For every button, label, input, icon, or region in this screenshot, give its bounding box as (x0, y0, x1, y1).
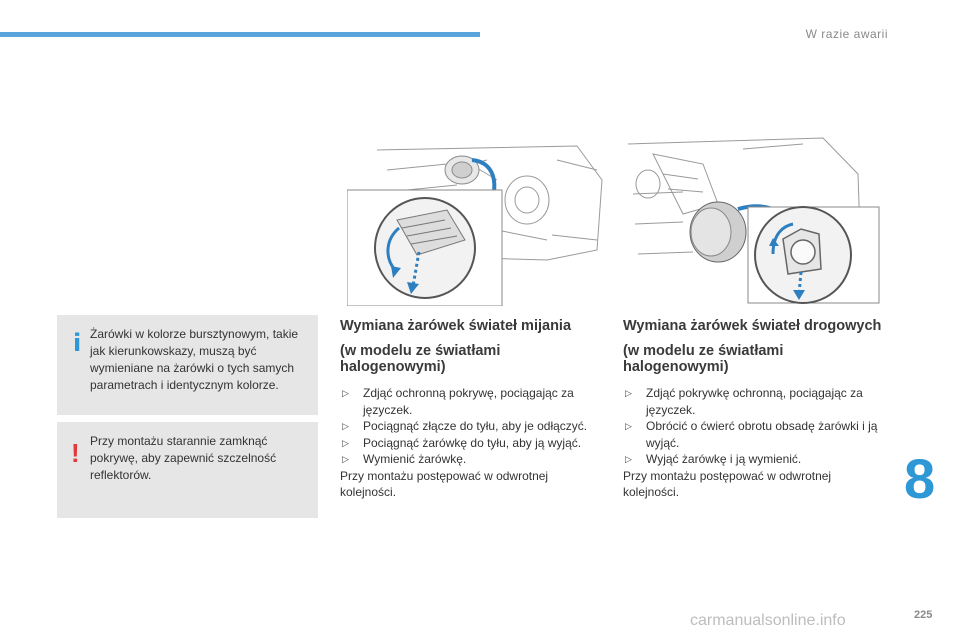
info-panel (57, 315, 318, 415)
list-item: ▷ Pociągnąć żarówkę do tyłu, aby ją wyjąć. (340, 435, 605, 452)
list-item: ▷ Zdjąć pokrywkę ochronną, pociągając za języczek. (623, 385, 888, 418)
low-beam-title: Wymiana żarówek świateł mijania (340, 318, 572, 334)
info-text: Żarówki w kolorze bursztynowym, takie jak kierunkowskazy, muszą być wymieniane na żarówki o tych samych parametrach i identycznym kolorze. (90, 327, 299, 392)
warning-icon: ! (71, 438, 80, 468)
high-beam-illustration (623, 134, 881, 304)
warning-panel (57, 422, 318, 518)
high-beam-subtitle: (w modelu ze światłami halogenowymi) (623, 343, 784, 375)
list-item: ▷ Wyjąć żarówkę i ją wymienić. (623, 451, 888, 468)
section-title: W razie awarii (805, 27, 888, 41)
header-accent-bar (0, 32, 480, 37)
info-icon: i (73, 329, 82, 357)
list-item: ▷ Wymienić żarówkę. (340, 451, 605, 468)
low-beam-illustration (347, 140, 607, 306)
high-beam-steps (623, 385, 888, 468)
chapter-number: 8 (904, 447, 936, 510)
page-number: 225 (914, 609, 933, 621)
watermark: carmanualsonline.info (690, 612, 846, 629)
high-beam-title: Wymiana żarówek świateł drogowych (623, 318, 882, 334)
low-beam-steps (340, 385, 605, 468)
high-beam-section (623, 318, 888, 501)
list-item: ▷ Obrócić o ćwierć obrotu obsadę żarówki i ją wyjąć. (623, 418, 888, 451)
list-item: ▷ Pociągnąć złącze do tyłu, aby je odłączyć. (340, 418, 605, 435)
high-beam-reassembly-note: Przy montażu postępować w odwrotnej kolejności. (623, 468, 832, 499)
warning-text: Przy montażu starannie zamknąć pokrywę, aby zapewnić szczelność reflektorów. (90, 434, 277, 482)
low-beam-section (340, 318, 605, 501)
low-beam-reassembly-note: Przy montażu postępować w odwrotnej kolejności. (340, 468, 549, 499)
list-item: ▷ Zdjąć ochronną pokrywę, pociągając za języczek. (340, 385, 605, 418)
low-beam-subtitle: (w modelu ze światłami halogenowymi) (340, 343, 501, 375)
